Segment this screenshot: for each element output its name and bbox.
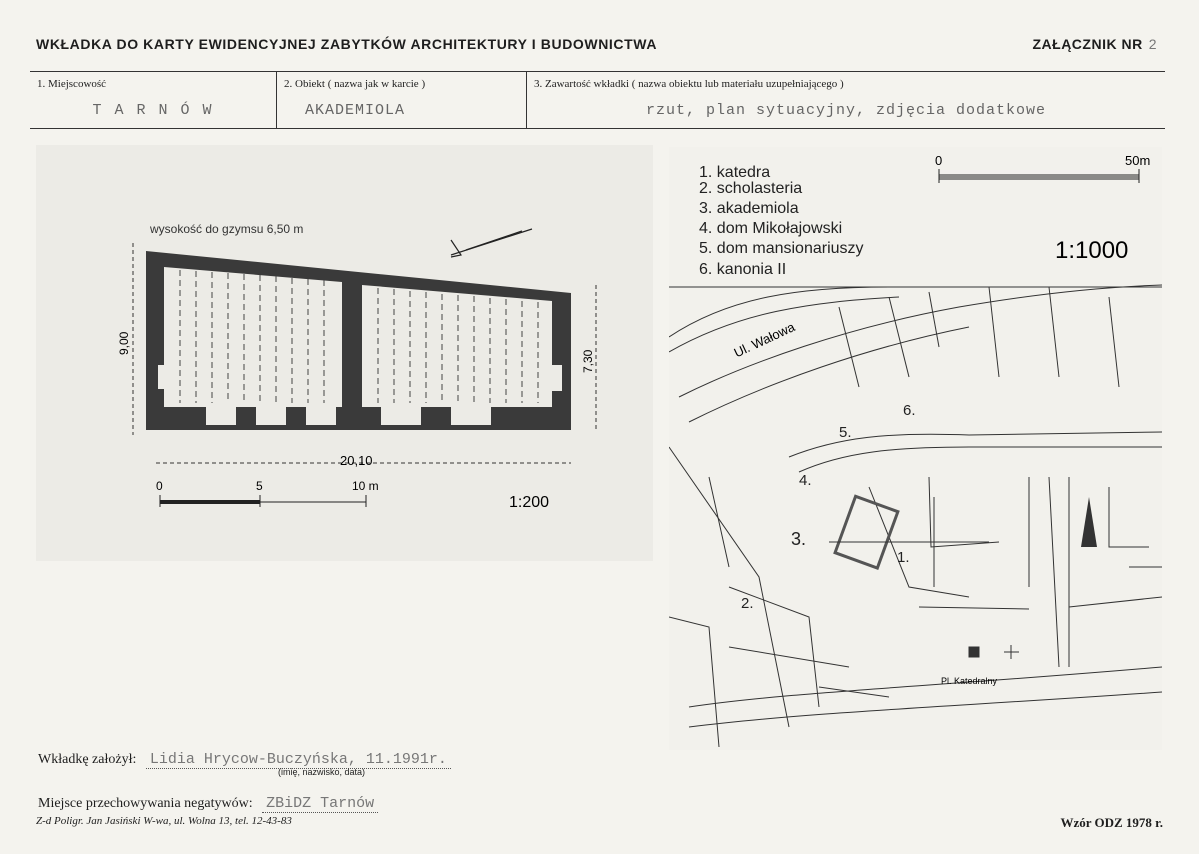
floor-scale-bar bbox=[160, 495, 366, 507]
storage-label: Miejsce przechowywania negatywów: bbox=[38, 796, 253, 811]
field-object bbox=[277, 72, 527, 128]
floor-plan-panel bbox=[36, 145, 653, 561]
site-scale-ratio: 1:1000 bbox=[1055, 237, 1129, 264]
field-table bbox=[30, 71, 1165, 129]
field-location-value: T A R N Ó W bbox=[92, 102, 214, 119]
legend-6: 6. kanonia II bbox=[699, 261, 787, 278]
storage-value: ZBiDZ Tarnów bbox=[262, 795, 378, 813]
storage-row bbox=[38, 795, 378, 812]
site-plan-drawing bbox=[669, 147, 1162, 750]
dim-left: 9,00 bbox=[117, 331, 131, 355]
field-location bbox=[30, 72, 277, 128]
map-num-6: 6. bbox=[903, 402, 916, 419]
site-scale-50: 50m bbox=[1125, 153, 1151, 168]
floor-plan-drawing bbox=[36, 145, 653, 561]
map-num-3: 3. bbox=[791, 529, 807, 549]
floor-scale-5: 5 bbox=[256, 479, 263, 493]
floor-scale-ratio: 1:200 bbox=[509, 494, 550, 511]
north-arrow-icon bbox=[451, 229, 532, 257]
legend-2: 2. scholasteria bbox=[699, 180, 803, 197]
dim-bottom: 20,10 bbox=[340, 453, 373, 468]
building-plan bbox=[146, 251, 571, 430]
site-plan-panel bbox=[669, 147, 1162, 750]
site-scale-0: 0 bbox=[935, 153, 943, 168]
legend-5: 5. dom mansionariuszy bbox=[699, 240, 864, 257]
floor-scale-10: 10 m bbox=[352, 479, 379, 493]
floor-scale-0: 0 bbox=[156, 479, 163, 493]
field-content-label: 3. Zawartość wkładki ( nazwa obiektu lub materiału uzupełniającego ) bbox=[534, 78, 844, 90]
document-title: WKŁADKA DO KARTY EWIDENCYJNEJ ZABYTKÓW ARCHITEKTURY I BUDOWNICTWA bbox=[36, 36, 658, 52]
legend-1: 1. katedra bbox=[699, 164, 771, 181]
field-location-label: 1. Miejscowość bbox=[37, 78, 107, 90]
map-num-4: 4. bbox=[799, 472, 812, 489]
height-note: wysokość do gzymsu 6,50 m bbox=[150, 222, 304, 236]
map-num-2: 2. bbox=[741, 595, 754, 612]
field-content bbox=[527, 72, 1165, 128]
dim-right: 7,30 bbox=[581, 349, 595, 373]
attachment-label: ZAŁĄCZNIK NR bbox=[1032, 36, 1143, 52]
map-num-1: 1. bbox=[897, 549, 910, 566]
attachment-number bbox=[1032, 36, 1157, 52]
street-label: Ul. Wałowa bbox=[731, 319, 798, 361]
founder-hint: (imię, nazwisko, data) bbox=[278, 767, 366, 777]
legend-3: 3. akademiola bbox=[699, 200, 799, 217]
printer-note: Z-d Poligr. Jan Jasiński W-wa, ul. Wolna 13, tel. 12-43-83 bbox=[36, 815, 292, 827]
form-id: Wzór ODZ 1978 r. bbox=[1060, 815, 1163, 830]
founder-label: Wkładkę założył: bbox=[38, 752, 137, 767]
map-num-5: 5. bbox=[839, 424, 852, 441]
field-object-label: 2. Obiekt ( nazwa jak w karcie ) bbox=[284, 78, 426, 90]
attachment-number-value: 2 bbox=[1148, 36, 1157, 52]
founder-row bbox=[38, 751, 451, 768]
field-content-value: rzut, plan sytuacyjny, zdjęcia dodatkowe bbox=[645, 102, 1047, 119]
field-object-value: AKADEMIOLA bbox=[305, 102, 406, 119]
founder-value: Lidia Hrycow-Buczyńska, 11.1991r. bbox=[146, 751, 451, 769]
legend-4: 4. dom Mikołajowski bbox=[699, 220, 843, 237]
square-label: Pl. Katedralny bbox=[941, 676, 998, 686]
